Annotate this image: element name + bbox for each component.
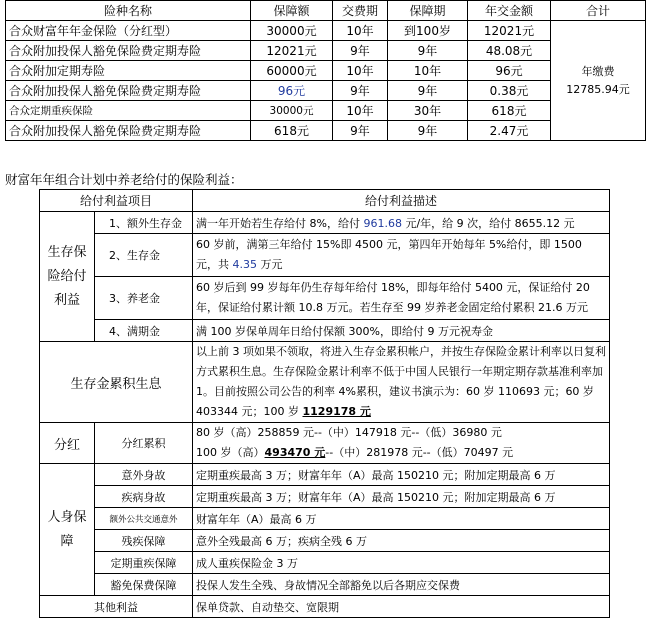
cell: 60000元 xyxy=(251,61,333,81)
cell: 9年 xyxy=(333,41,388,61)
item-label: 4、满期金 xyxy=(95,320,193,342)
col-header-coverage: 保障额 xyxy=(251,1,333,21)
accum-label: 生存金累积生息 xyxy=(40,342,193,423)
col-header-pay-period: 交费期 xyxy=(333,1,388,21)
protection-group-label: 人身保障 xyxy=(40,464,95,596)
total-cell xyxy=(551,21,646,141)
item-desc: 60 岁前，满第三年给付 15%即 4500 元，第四年开始每年 5%给付，即 1500 元，共 4.35 万元 xyxy=(193,234,610,277)
cell: 10年 xyxy=(333,101,388,121)
table-row xyxy=(40,464,610,486)
table-row xyxy=(6,121,646,141)
cell: 0.38元 xyxy=(468,81,551,101)
survival-group-label: 生存保险给付利益 xyxy=(40,212,95,342)
item-desc: 投保人发生全残、身故情况全部豁免以后各期应交保费 xyxy=(193,574,610,596)
header-desc: 给付利益描述 xyxy=(193,190,610,212)
total-value: 12785.94元 xyxy=(566,82,630,96)
other-desc: 保单贷款、自动垫交、宽限期 xyxy=(193,596,610,618)
dividend-group-label: 分红 xyxy=(40,423,95,464)
cell: 10年 xyxy=(333,21,388,41)
cell: 12021元 xyxy=(251,41,333,61)
item-desc: 60 岁后到 99 岁每年仍生存每年给付 18%，即每年给付 5400 元，保证给付 20 年，保证给付累计额 10.8 万元。若生存至 99 岁养老金固定给付累积 21.6 万元 xyxy=(193,277,610,320)
plan-table-header xyxy=(6,1,646,21)
table-row xyxy=(40,530,610,552)
cell: 9年 xyxy=(333,81,388,101)
table-row xyxy=(40,342,610,423)
cell: 12021元 xyxy=(468,21,551,41)
cell: 30年 xyxy=(388,101,468,121)
item-label: 1、额外生存金 xyxy=(95,212,193,234)
cell: 48.08元 xyxy=(468,41,551,61)
item-desc: 财富年年（A）最高 6 万 xyxy=(193,508,610,530)
cell: 2.47元 xyxy=(468,121,551,141)
cell: 618元 xyxy=(251,121,333,141)
table-row xyxy=(40,574,610,596)
cell: 9年 xyxy=(388,121,468,141)
item-desc: 成人重疾保险金 3 万 xyxy=(193,552,610,574)
cell: 合众附加定期寿险 xyxy=(6,61,251,81)
cell: 合众附加投保人豁免保险费定期寿险 xyxy=(6,121,251,141)
col-header-total: 合计 xyxy=(551,1,646,21)
item-desc: 意外全残最高 6 万；疾病全残 6 万 xyxy=(193,530,610,552)
benefits-header xyxy=(40,190,610,212)
total-label: 年缴费 xyxy=(581,64,615,78)
cell: 96元 xyxy=(468,61,551,81)
item-label: 定期重疾保障 xyxy=(95,552,193,574)
cell: 合众财富年年金保险（分红型） xyxy=(6,21,251,41)
cell: 30000元 xyxy=(251,21,333,41)
header-item: 给付利益项目 xyxy=(40,190,193,212)
item-desc: 满一年开始若生存给付 8%，给付 961.68 元/年，给 9 次，给付 8655.12 元 xyxy=(193,212,610,234)
table-row xyxy=(6,21,646,41)
item-label: 意外身故 xyxy=(95,464,193,486)
item-label: 豁免保费保障 xyxy=(95,574,193,596)
cell: 10年 xyxy=(333,61,388,81)
cell: 合众附加投保人豁免保险费定期寿险 xyxy=(6,41,251,61)
benefits-table xyxy=(39,189,610,618)
cell: 30000元 xyxy=(251,101,333,121)
dividend-desc: 80 岁（高）258859 元--（中）147918 元--（低）36980 元 100 岁（高）493470 元--（中）281978 元--（低）70497 元 xyxy=(193,423,610,464)
item-label: 2、生存金 xyxy=(95,234,193,277)
cell: 96元 xyxy=(251,81,333,101)
cell: 9年 xyxy=(388,81,468,101)
item-desc: 定期重疾最高 3 万；财富年年（A）最高 150210 元；附加定期最高 6 万 xyxy=(193,464,610,486)
table-row xyxy=(40,552,610,574)
col-header-name: 险种名称 xyxy=(6,1,251,21)
cell: 合众定期重疾保险 xyxy=(6,101,251,121)
item-desc: 定期重疾最高 3 万；财富年年（A）最高 150210 元；附加定期最高 6 万 xyxy=(193,486,610,508)
item-label: 残疾保障 xyxy=(95,530,193,552)
table-row xyxy=(40,596,610,618)
table-row xyxy=(6,61,646,81)
cell: 10年 xyxy=(388,61,468,81)
cell: 9年 xyxy=(388,41,468,61)
plan-table xyxy=(5,0,646,141)
col-header-annual: 年交金额 xyxy=(468,1,551,21)
table-row xyxy=(40,234,610,277)
table-row xyxy=(40,486,610,508)
table-row xyxy=(6,41,646,61)
table-row xyxy=(40,320,610,342)
dividend-label: 分红累积 xyxy=(95,423,193,464)
table-row xyxy=(40,212,610,234)
table-row xyxy=(40,508,610,530)
cell: 618元 xyxy=(468,101,551,121)
accum-desc: 以上前 3 项如果不领取，将进入生存金累积帐户，并按生存保险金累计利率以日复利方式累积生息。生存保险金累计利率不低于中国人民银行一年期定期存款基准利率加 1。目前按照公司公告的利率 4%累积，建议书演示为：60 岁 110693 元；60 岁 403344 元；100 岁 1129178 元 xyxy=(193,342,610,423)
table-row xyxy=(6,81,646,101)
cell: 到100岁 xyxy=(388,21,468,41)
col-header-term: 保障期 xyxy=(388,1,468,21)
section-title: 财富年年组合计划中养老给付的保险利益： xyxy=(5,172,243,187)
table-row xyxy=(40,423,610,464)
cell: 合众附加投保人豁免保险费定期寿险 xyxy=(6,81,251,101)
item-desc: 满 100 岁保单周年日给付保额 300%，即给付 9 万元祝寿金 xyxy=(193,320,610,342)
other-label: 其他利益 xyxy=(40,596,193,618)
table-row xyxy=(6,101,646,121)
item-label: 3、养老金 xyxy=(95,277,193,320)
item-label: 额外公共交通意外 xyxy=(95,508,193,530)
cell: 9年 xyxy=(333,121,388,141)
item-label: 疾病身故 xyxy=(95,486,193,508)
table-row xyxy=(40,277,610,320)
